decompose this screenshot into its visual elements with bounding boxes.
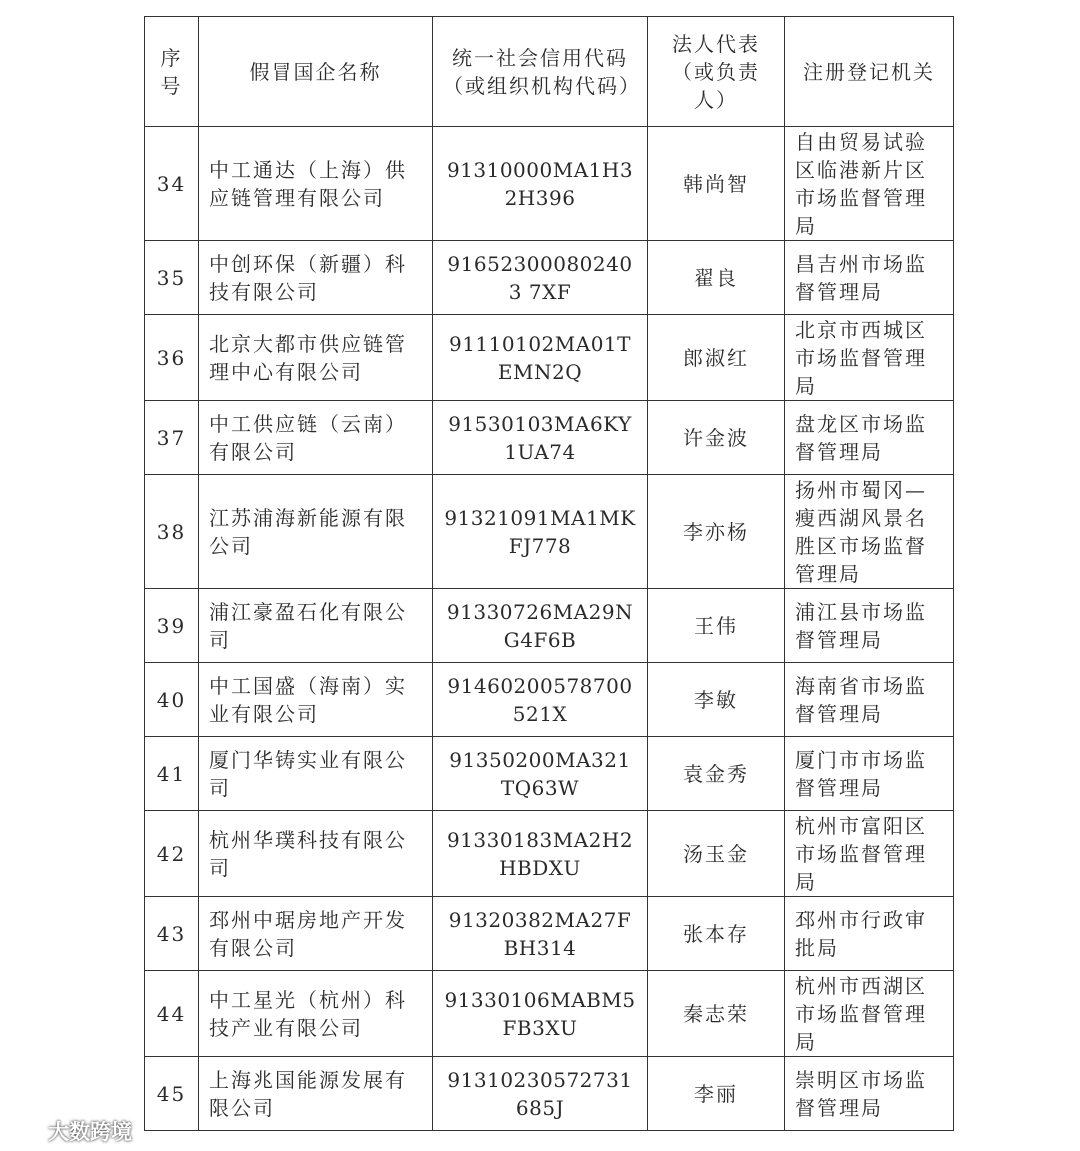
row-no: 36 xyxy=(145,315,199,401)
legal-rep: 李丽 xyxy=(648,1057,785,1131)
credit-code: 91330106MABM5FB3XU xyxy=(433,971,648,1057)
registration-authority: 自由贸易试验区临港新片区市场监督管理局 xyxy=(785,127,954,241)
header-no: 序号 xyxy=(145,17,199,127)
table-row xyxy=(145,127,954,241)
credit-code: 91530103MA6KY1UA74 xyxy=(433,401,648,475)
company-name: 上海兆国能源发展有限公司 xyxy=(199,1057,433,1131)
company-name: 江苏浦海新能源有限公司 xyxy=(199,475,433,589)
registration-authority: 崇明区市场监督管理局 xyxy=(785,1057,954,1131)
weibo-logo-icon xyxy=(6,1116,42,1146)
table-row xyxy=(145,663,954,737)
legal-rep: 李敏 xyxy=(648,663,785,737)
header-rep: 法人代表（或负责人） xyxy=(648,17,785,127)
table-row xyxy=(145,401,954,475)
watermark xyxy=(6,1114,132,1148)
legal-rep: 许金波 xyxy=(648,401,785,475)
registration-authority: 厦门市市场监督管理局 xyxy=(785,737,954,811)
table-row xyxy=(145,241,954,315)
row-no: 41 xyxy=(145,737,199,811)
watermark-text: 大数跨境 xyxy=(48,1120,132,1144)
table-row xyxy=(145,1057,954,1131)
row-no: 38 xyxy=(145,475,199,589)
credit-code: 91320382MA27FBH314 xyxy=(433,897,648,971)
company-name: 邳州中琚房地产开发有限公司 xyxy=(199,897,433,971)
registration-authority: 邳州市行政审批局 xyxy=(785,897,954,971)
legal-rep: 秦志荣 xyxy=(648,971,785,1057)
company-name: 中工星光（杭州）科技产业有限公司 xyxy=(199,971,433,1057)
credit-code: 916523000802403 7XF xyxy=(433,241,648,315)
table-row xyxy=(145,315,954,401)
company-name: 北京大都市供应链管理中心有限公司 xyxy=(199,315,433,401)
registration-authority: 杭州市富阳区市场监督管理局 xyxy=(785,811,954,897)
legal-rep: 张本存 xyxy=(648,897,785,971)
registration-authority: 昌吉州市场监督管理局 xyxy=(785,241,954,315)
row-no: 45 xyxy=(145,1057,199,1131)
header-row xyxy=(145,17,954,127)
legal-rep: 郎淑红 xyxy=(648,315,785,401)
company-name: 中工通达（上海）供应链管理有限公司 xyxy=(199,127,433,241)
credit-code: 91330183MA2H2HBDXU xyxy=(433,811,648,897)
table-row xyxy=(145,971,954,1057)
credit-code: 91110102MA01TEMN2Q xyxy=(433,315,648,401)
legal-rep: 王伟 xyxy=(648,589,785,663)
row-no: 42 xyxy=(145,811,199,897)
counterfeit-soe-table xyxy=(144,16,954,1131)
legal-rep: 汤玉金 xyxy=(648,811,785,897)
table-row xyxy=(145,811,954,897)
company-name: 中工国盛（海南）实业有限公司 xyxy=(199,663,433,737)
table-row xyxy=(145,737,954,811)
registration-authority: 扬州市蜀冈—瘦西湖风景名胜区市场监督管理局 xyxy=(785,475,954,589)
company-name: 中工供应链（云南）有限公司 xyxy=(199,401,433,475)
row-no: 44 xyxy=(145,971,199,1057)
registration-authority: 杭州市西湖区市场监督管理局 xyxy=(785,971,954,1057)
row-no: 37 xyxy=(145,401,199,475)
credit-code: 91310000MA1H32H396 xyxy=(433,127,648,241)
row-no: 39 xyxy=(145,589,199,663)
credit-code: 91330726MA29NG4F6B xyxy=(433,589,648,663)
company-name: 中创环保（新疆）科技有限公司 xyxy=(199,241,433,315)
table-row xyxy=(145,897,954,971)
registration-authority: 北京市西城区市场监督管理局 xyxy=(785,315,954,401)
credit-code: 91321091MA1MKFJ778 xyxy=(433,475,648,589)
header-code: 统一社会信用代码（或组织机构代码） xyxy=(433,17,648,127)
header-name: 假冒国企名称 xyxy=(199,17,433,127)
credit-code: 91310230572731685J xyxy=(433,1057,648,1131)
registration-authority: 浦江县市场监督管理局 xyxy=(785,589,954,663)
legal-rep: 李亦杨 xyxy=(648,475,785,589)
registration-authority: 海南省市场监督管理局 xyxy=(785,663,954,737)
table-row xyxy=(145,475,954,589)
company-name: 杭州华璞科技有限公司 xyxy=(199,811,433,897)
table-row xyxy=(145,589,954,663)
row-no: 35 xyxy=(145,241,199,315)
company-name: 厦门华铸实业有限公司 xyxy=(199,737,433,811)
legal-rep: 翟良 xyxy=(648,241,785,315)
header-authority: 注册登记机关 xyxy=(785,17,954,127)
row-no: 40 xyxy=(145,663,199,737)
company-name: 浦江豪盈石化有限公司 xyxy=(199,589,433,663)
row-no: 34 xyxy=(145,127,199,241)
credit-code: 91460200578700521X xyxy=(433,663,648,737)
registration-authority: 盘龙区市场监督管理局 xyxy=(785,401,954,475)
legal-rep: 袁金秀 xyxy=(648,737,785,811)
credit-code: 91350200MA321TQ63W xyxy=(433,737,648,811)
legal-rep: 韩尚智 xyxy=(648,127,785,241)
row-no: 43 xyxy=(145,897,199,971)
